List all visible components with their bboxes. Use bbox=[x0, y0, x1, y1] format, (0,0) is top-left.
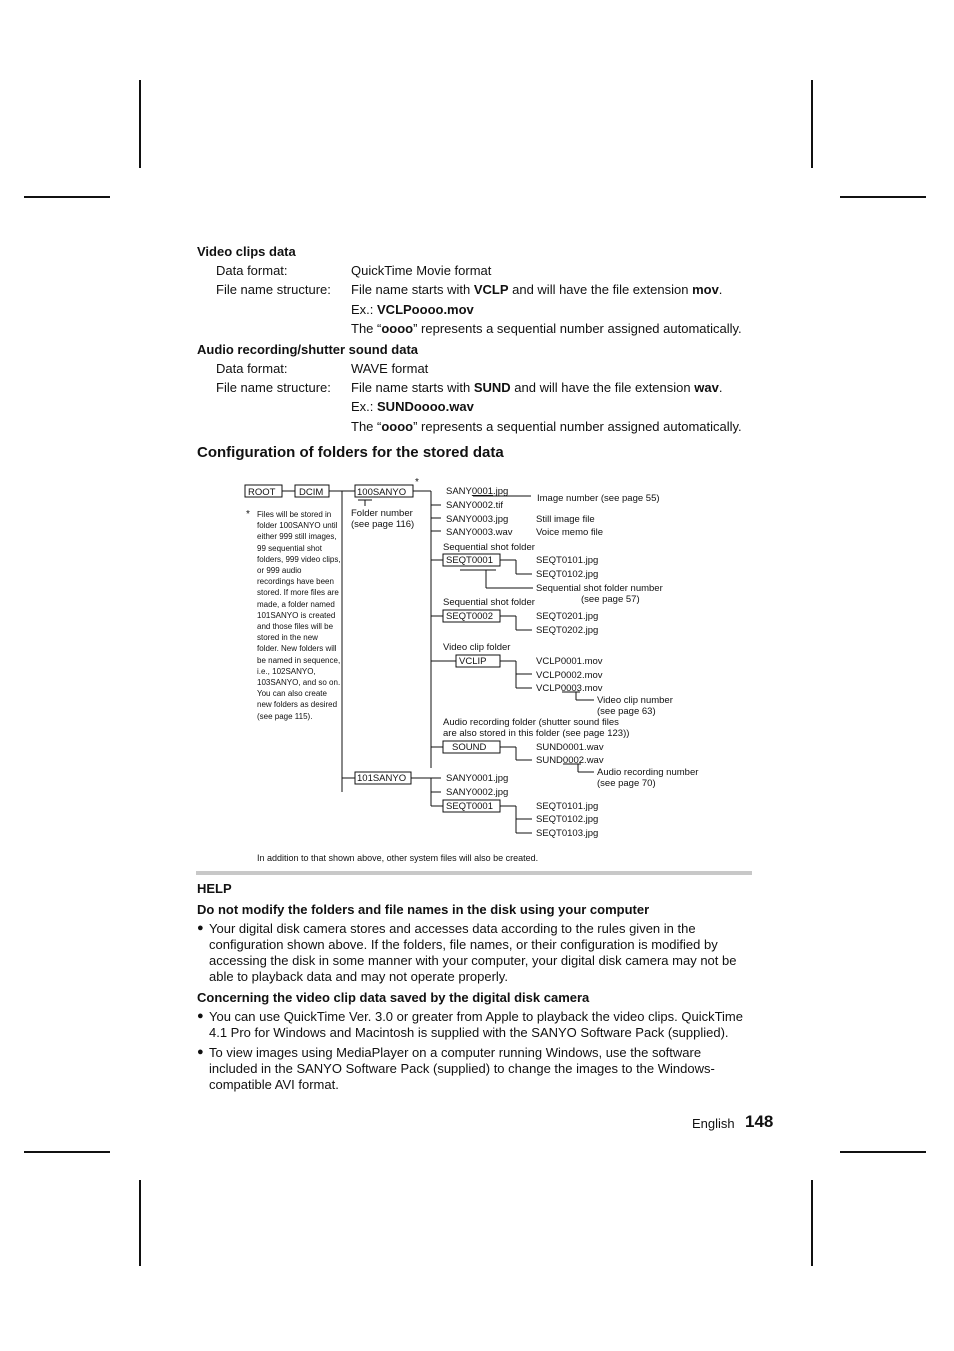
folder-star-marker: * bbox=[415, 477, 419, 488]
dcim-folder-label: DCIM bbox=[299, 487, 324, 498]
seq3-file-1: SEQT0101.jpg bbox=[536, 801, 599, 812]
video-heading: Video clips data bbox=[197, 244, 296, 259]
vclip-file-2: VCLP0002.mov bbox=[536, 670, 603, 681]
seq1-file-1: SEQT0101.jpg bbox=[536, 555, 599, 566]
footer-language: English bbox=[692, 1116, 735, 1131]
page-number: 148 bbox=[745, 1112, 774, 1131]
file-sany0002-tif: SANY0002.tif bbox=[446, 500, 504, 511]
audio-structure-value: File name starts with SUND and will have the file extension wav. bbox=[351, 380, 723, 395]
video-folder-caption: Video clip folder bbox=[443, 642, 511, 653]
folder2-file-1: SANY0001.jpg bbox=[446, 773, 509, 784]
voice-memo-label: Voice memo file bbox=[536, 527, 604, 538]
diagram-footnote: In addition to that shown above, other system files will also be created. bbox=[257, 853, 539, 863]
seq-number-label: Sequential shot folder number bbox=[536, 583, 663, 594]
seq-folder-caption-2: Sequential shot folder bbox=[443, 597, 535, 608]
help-divider bbox=[196, 871, 752, 875]
note-star-marker: * bbox=[246, 509, 250, 520]
bullet-icon: ● bbox=[197, 1010, 204, 1022]
audio-folder-caption-1: Audio recording folder (shutter sound files bbox=[443, 717, 619, 728]
vclip-folder-label: VCLIP bbox=[459, 656, 487, 667]
seq1-file-2: SEQT0102.jpg bbox=[536, 569, 599, 580]
video-number-page: (see page 63) bbox=[597, 706, 656, 717]
video-format-label: Data format: bbox=[216, 263, 288, 278]
vclip-file-3: VCLP0003.mov bbox=[536, 683, 603, 694]
help-bullet-3: To view images using MediaPlayer on a computer running Windows, use the software included in the SANYO Software Pack (supplied) to change the images to the Windows-compatible AVI format. bbox=[209, 1045, 715, 1092]
image-number-label: Image number (see page 55) bbox=[537, 493, 660, 504]
video-structure-label: File name structure: bbox=[216, 282, 331, 297]
audio-example: Ex.: SUNDoooo.wav bbox=[351, 399, 474, 414]
audio-folder-caption-2: are also stored in this folder (see page 123)) bbox=[443, 728, 630, 739]
audio-format-value: WAVE format bbox=[351, 361, 429, 376]
video-structure-value: File name starts with VCLP and will have the file extension mov. bbox=[351, 282, 723, 297]
seq2-folder-label: SEQT0002 bbox=[446, 611, 493, 622]
seq2-file-2: SEQT0202.jpg bbox=[536, 625, 599, 636]
audio-structure-label: File name structure: bbox=[216, 380, 331, 395]
folder2-file-2: SANY0002.jpg bbox=[446, 787, 509, 798]
audio-note: The “oooo” represents a sequential number assigned automatically. bbox=[351, 419, 742, 434]
help-title: HELP bbox=[197, 881, 232, 896]
help-bullet-1: Your digital disk camera stores and accesses data according to the rules given in the configuration shown above. If the folders, file names, or their configuration is modified by accessing the disk in some manner with your computer, your digital disk camera may not be able to playback data and may not operate properly. bbox=[209, 921, 737, 984]
folder-note: Files will be stored in folder 100SANYO until either 999 still images, 99 sequential shot folders, 999 video clips, or 999 audio recordings have been stored. If more files are made, a folder named 101SANYO is created and those files will be stored in the new folder. New folders will be named in sequence, i.e., 102SANYO, 103SANYO, and so on. You can also create new folders as desired (see page 115). bbox=[257, 510, 341, 721]
video-note: The “oooo” represents a sequential number assigned automatically. bbox=[351, 321, 742, 336]
vclip-file-1: VCLP0001.mov bbox=[536, 656, 603, 667]
seq2-file-1: SEQT0201.jpg bbox=[536, 611, 599, 622]
seq3-folder-label: SEQT0001 bbox=[446, 801, 493, 812]
bullet-icon: ● bbox=[197, 922, 204, 934]
help-bullet-2: You can use QuickTime Ver. 3.0 or greater from Apple to playback the video clips. QuickTime 4.1 Pro for Windows and Macintosh is supplied with the SANYO Software Pack (supplied). bbox=[209, 1009, 743, 1040]
audio-format-label: Data format: bbox=[216, 361, 288, 376]
config-heading: Configuration of folders for the stored data bbox=[197, 444, 504, 461]
sound-file-2: SUND0002.wav bbox=[536, 755, 604, 766]
seq-folder-caption-1: Sequential shot folder bbox=[443, 542, 535, 553]
file-sany0001-jpg: SANY0001.jpg bbox=[446, 486, 509, 497]
video-number-label: Video clip number bbox=[597, 695, 673, 706]
folder1-label: 100SANYO bbox=[357, 487, 407, 498]
bullet-icon: ● bbox=[197, 1046, 204, 1058]
folder-number-label: Folder number bbox=[351, 508, 413, 519]
video-example: Ex.: VCLPoooo.mov bbox=[351, 302, 474, 317]
root-folder-label: ROOT bbox=[248, 487, 276, 498]
seq-number-page: (see page 57) bbox=[581, 594, 640, 605]
audio-number-page: (see page 70) bbox=[597, 778, 656, 789]
video-format-value: QuickTime Movie format bbox=[351, 263, 492, 278]
seq1-folder-label: SEQT0001 bbox=[446, 555, 493, 566]
sound-file-1: SUND0001.wav bbox=[536, 742, 604, 753]
help-subheading-1: Do not modify the folders and file names in the disk using your computer bbox=[197, 902, 650, 917]
seq3-file-2: SEQT0102.jpg bbox=[536, 814, 599, 825]
file-sany0003-wav: SANY0003.wav bbox=[446, 527, 513, 538]
file-sany0003-jpg: SANY0003.jpg bbox=[446, 514, 509, 525]
audio-heading: Audio recording/shutter sound data bbox=[197, 342, 419, 357]
folder-number-page: (see page 116) bbox=[351, 519, 415, 530]
sound-folder-label: SOUND bbox=[452, 742, 487, 753]
audio-number-label: Audio recording number bbox=[597, 767, 699, 778]
help-subheading-2: Concerning the video clip data saved by the digital disk camera bbox=[197, 990, 590, 1005]
still-image-label: Still image file bbox=[536, 514, 595, 525]
seq3-file-3: SEQT0103.jpg bbox=[536, 828, 599, 839]
folder2-label: 101SANYO bbox=[357, 773, 407, 784]
